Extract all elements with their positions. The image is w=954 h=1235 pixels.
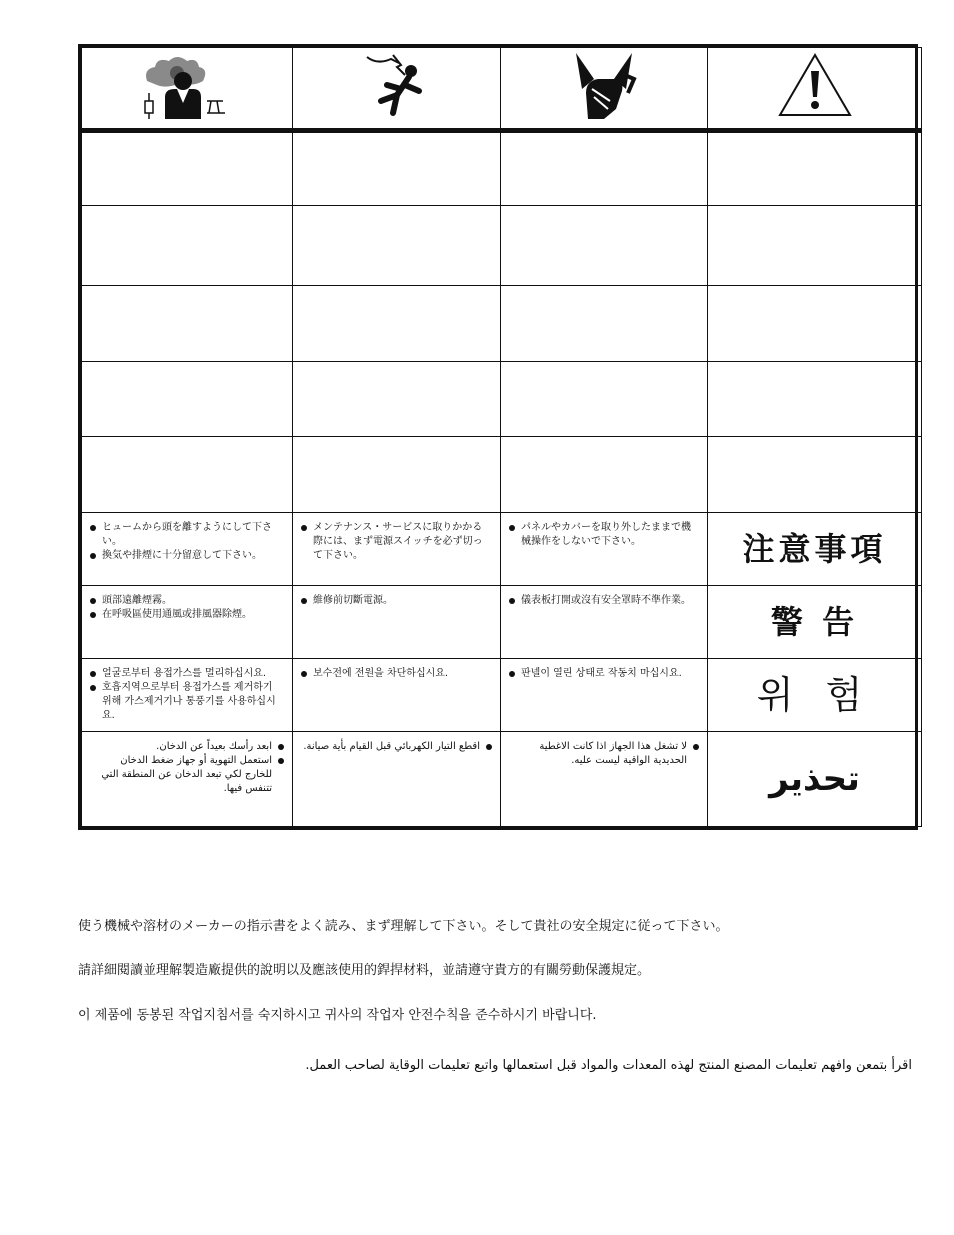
- ko-fumes-cell: [82, 658, 293, 731]
- warning-heading-ko: 위 험: [756, 672, 873, 717]
- list-item: 頭部遠離煙霧。: [90, 594, 284, 608]
- electric-shock-icon: [357, 51, 437, 121]
- icon-cell-fumes: [82, 48, 293, 131]
- list-item: ヒュームから頭を離すようにして下さい。: [90, 521, 284, 549]
- ko-header-cell: [708, 658, 922, 731]
- row-chinese: [82, 585, 922, 658]
- ko-shock-cell: [293, 658, 501, 731]
- list-item: 在呼吸區使用通風或排風器除煙。: [90, 608, 284, 622]
- row-japanese: [82, 512, 922, 585]
- moving-parts-icon: [564, 49, 644, 123]
- warning-heading-zh: 警 告: [770, 602, 859, 641]
- list-item: メンテナンス・サービスに取りかかる際には、まず電源スイッチを必ず切って下さい。: [301, 521, 492, 563]
- warning-triangle-icon: [776, 51, 854, 121]
- list-item: اقطع التيار الكهربائي قبل القيام بأية صيانة.: [301, 740, 492, 754]
- ar-fumes-cell: [82, 731, 293, 826]
- zh-parts-cell: [501, 585, 708, 658]
- blank-row: [82, 286, 922, 362]
- icon-cell-shock: [293, 48, 501, 131]
- warning-heading-ar: تحذير: [769, 758, 860, 799]
- list-item: パネルやカバーを取り外したままで機械操作をしないで下さい。: [509, 521, 699, 549]
- ja-parts-cell: [501, 512, 708, 585]
- list-item: 換気や排煙に十分留意して下さい。: [90, 549, 284, 563]
- safety-warning-table: [78, 44, 918, 830]
- blank-row: [82, 362, 922, 437]
- note-arabic: اقرأ بتمعن وافهم تعليمات المصنع المنتج لهذه المعدات والمواد قبل استعمالها واتبع تعليمات الوقاية لصاحب العمل.: [305, 1058, 912, 1073]
- icon-row: [82, 48, 922, 131]
- blank-row: [82, 437, 922, 512]
- ar-shock-cell: [293, 731, 501, 826]
- row-arabic: [82, 731, 922, 826]
- note-japanese: 使う機械や溶材のメーカーの指示書をよく読み、まず理解して下さい。そして貴社の安全規定に従って下さい。: [78, 919, 729, 934]
- fumes-icon: [137, 51, 237, 121]
- list-item: 판넬이 열린 상태로 작동치 마십시요.: [509, 667, 699, 681]
- list-item: 호흡지역으로부터 용접가스를 제거하기 위해 가스제거기나 통풍기를 사용하십시요.: [90, 681, 284, 723]
- zh-fumes-cell: [82, 585, 293, 658]
- list-item: 維修前切斷電源。: [301, 594, 492, 608]
- ko-parts-cell: [501, 658, 708, 731]
- zh-shock-cell: [293, 585, 501, 658]
- list-item: 儀表板打開或沒有安全罩時不準作業。: [509, 594, 699, 608]
- blank-row: [82, 206, 922, 286]
- row-korean: [82, 658, 922, 731]
- ar-header-cell: [708, 731, 922, 826]
- ja-header-cell: [708, 512, 922, 585]
- warning-heading-ja: 注意事項: [742, 529, 887, 568]
- icon-cell-moving-parts: [501, 48, 708, 131]
- list-item: 얼굴로부터 용접가스를 멀리하십시요.: [90, 667, 284, 681]
- list-item: ابعد رأسك بعيداً عن الدخان.: [90, 740, 284, 754]
- icon-cell-warning: [708, 48, 922, 131]
- list-item: 보수전에 전원을 차단하십시요.: [301, 667, 492, 681]
- blank-row: [82, 131, 922, 206]
- list-item: استعمل التهوية أو جهاز ضغط الدخان للخارج لكي تبعد الدخان عن المنطقة التي تتنفس فيها.: [90, 754, 284, 796]
- note-chinese: 請詳細閱讀並理解製造廠提供的說明以及應該使用的銲捍材料，並請遵守貴方的有關勞動保護規定。: [78, 963, 651, 978]
- zh-header-cell: [708, 585, 922, 658]
- ja-shock-cell: [293, 512, 501, 585]
- note-korean: 이 제품에 동봉된 작업지침서를 숙지하시고 귀사의 작업자 안전수칙을 준수하시기 바랍니다.: [78, 1008, 597, 1023]
- ar-parts-cell: [501, 731, 708, 826]
- list-item: لا تشغل هذا الجهاز اذا كانت الاغطية الحديدية الواقية ليست عليه.: [509, 740, 699, 768]
- ja-fumes-cell: [82, 512, 293, 585]
